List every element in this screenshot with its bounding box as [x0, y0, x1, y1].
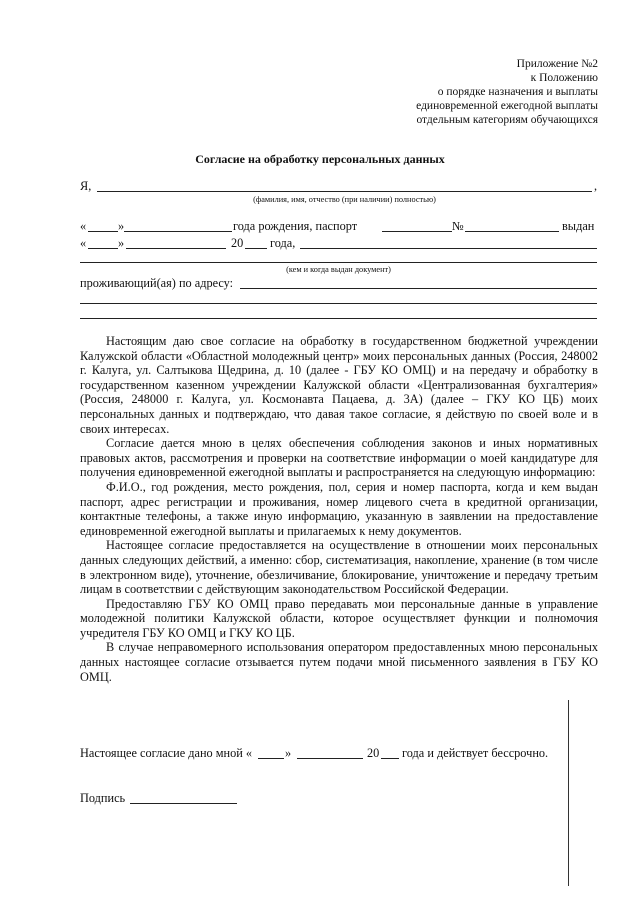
quote-open: « [80, 219, 87, 233]
signature-label: Подпись [80, 791, 126, 805]
address-field-line-2[interactable] [80, 303, 597, 304]
fio-field[interactable] [97, 191, 592, 192]
consent-year-field[interactable] [381, 758, 399, 759]
document-title: Согласие на обработку персональных данных [195, 152, 445, 166]
birth-year-label: года рождения, паспорт [233, 219, 358, 233]
issued-label: выдан [562, 219, 595, 233]
quote-open: « [80, 236, 87, 250]
year-label: года, [270, 236, 296, 250]
birth-day-field[interactable] [88, 231, 118, 232]
issue-day-field[interactable] [88, 248, 118, 249]
appendix-line: о порядке назначения и выплаты [437, 86, 598, 98]
address-field-line-3[interactable] [80, 318, 597, 319]
appendix-line: Приложение №2 [516, 58, 598, 70]
issue-year-field[interactable] [245, 248, 267, 249]
number-sign: № [452, 219, 464, 233]
passport-number-field[interactable] [465, 231, 559, 232]
passport-series-field[interactable] [382, 231, 452, 232]
issue-month-field[interactable] [126, 248, 226, 249]
appendix-line: отдельным категориям обучающихся [416, 114, 598, 126]
paragraph: Настоящее согласие предоставляется на осуществление в отношении моих персональных данных следующих действий, а именно: сбор, систематизация, накопление, хранение (в том числе в электронном виде), уточнение, обезличивание, блокирование, уничтожение и передачу третьим лицам в соответствии с действующим законодательством Российской Федерации. [80, 538, 598, 597]
paragraph: Согласие дается мною в целях обеспечения соблюдения законов и иных нормативных правовых актов, рассмотрения и проверки на соответствие информации о моей кандидатуре для получения единовременной ежегодной выплаты и распространяется на следующую информацию: [80, 436, 598, 480]
signature-field[interactable] [130, 803, 237, 804]
margin-line [568, 700, 569, 886]
appendix-line: к Положению [530, 72, 598, 84]
paragraph: В случае неправомерного использования оператором предоставленных мною персональных данных настоящее согласие отзывается путем подачи мной письменного заявления в ГБУ КО ОМЦ. [80, 640, 598, 684]
consent-prefix: Настоящее согласие дано мной « [80, 746, 253, 760]
appendix-header [416, 57, 598, 127]
fio-hint: (фамилия, имя, отчество (при наличии) полностью) [253, 195, 436, 204]
quote-close: » [118, 236, 125, 250]
quote-close: » [118, 219, 125, 233]
issued-by-field[interactable] [300, 248, 597, 249]
consent-year-20: 20 [367, 746, 380, 760]
paragraph: Ф.И.О., год рождения, место рождения, пол, серия и номер паспорта, когда и кем выдан паспорт, адрес регистрации и проживания, номер лицевого счета в кредитной организации, контактные телефоны, а также иную информацию, указанную в заявлении на предоставление единовременной ежегодной выплаты и прилагаемых к нему документов. [80, 479, 598, 538]
consent-quote-close: » [285, 746, 292, 760]
birth-month-field[interactable] [124, 231, 232, 232]
i-comma: , [594, 179, 598, 193]
residing-label: проживающий(ая) по адресу: [80, 276, 234, 290]
issued-by-field-continued[interactable] [80, 262, 597, 263]
consent-day-field[interactable] [258, 758, 284, 759]
consent-body [80, 334, 598, 684]
consent-month-field[interactable] [297, 758, 363, 759]
paragraph: Настоящим даю свое согласие на обработку в государственном бюджетной учреждении Калужской области «Областной молодежный центр» моих персональных данных (Россия, 248002 г. Калуга, ул. Салтыкова Щедрина, д. 10 (далее - ГБУ КО ОМЦ) и на передачу и обработку в государственном казенном учреждении Калужской области «Централизованная бухгалтерия» (Россия, 248000 г. Калуга, ул. Космонавта Пацаева, д. 3А) (далее – ГКУ КО ЦБ) моих персональных данных и подтверждаю, что давая такое согласие, я действую по своей воле и в своих интересах. [80, 334, 598, 436]
i-label: Я, [80, 179, 92, 193]
address-field[interactable] [240, 288, 597, 289]
consent-suffix: года и действует бессрочно. [402, 746, 549, 760]
paragraph: Предоставляю ГБУ КО ОМЦ право передавать мои персональные данные в управление молодежной политики Калужской области, которое осуществляет функции и полномочия учредителя ГБУ КО ОМЦ и ГКУ КО ЦБ. [80, 596, 598, 640]
year-20: 20 [231, 236, 244, 250]
appendix-line: единовременной ежегодной выплаты [416, 100, 598, 112]
issued-hint: (кем и когда выдан документ) [286, 265, 391, 274]
